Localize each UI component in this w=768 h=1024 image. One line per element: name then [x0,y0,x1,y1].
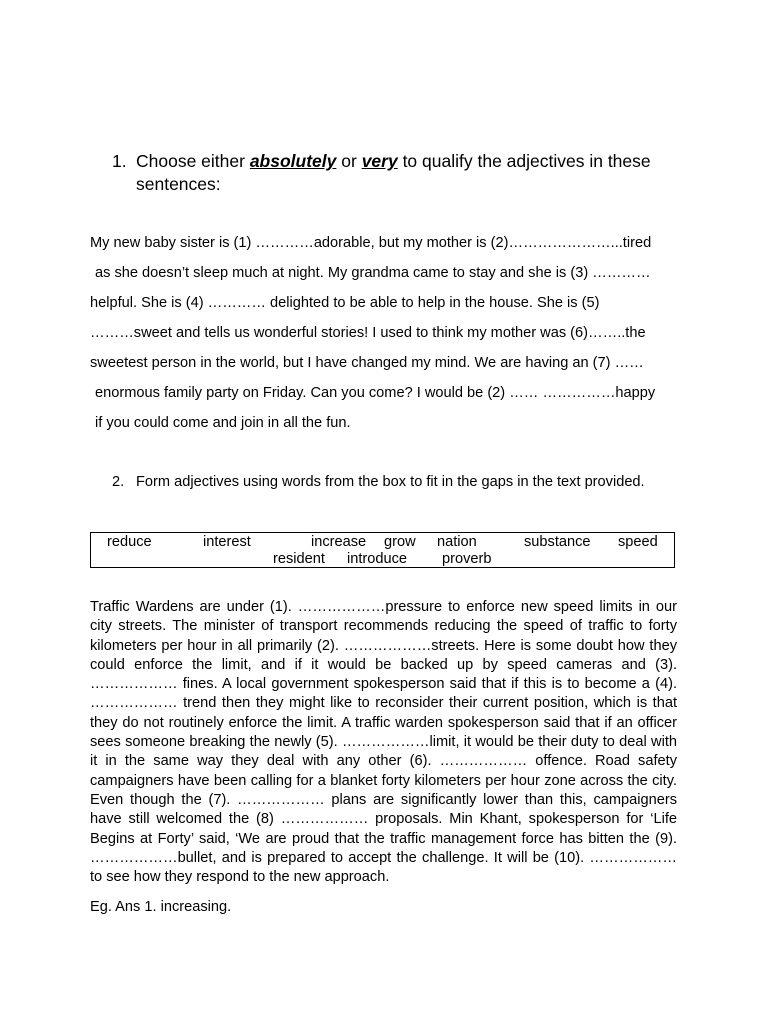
word-box-item: speed [618,534,658,550]
question-1 [112,150,672,196]
word-box-item: grow [384,534,416,550]
word-box-item: reduce [107,534,152,550]
example-answer: Eg. Ans 1. increasing. [90,899,232,915]
passage-1-line-1: My new baby sister is (1) …………adorable, but my mother is (2)…………………...tired [90,235,652,251]
keyword-absolutely: absolutely [249,151,337,171]
passage-1-line-4: ………sweet and tells us wonderful stories! I used to think my mother was (6)……..the [90,325,646,341]
passage-1-line-2: as she doesn’t sleep much at night. My grandma came to stay and she is (3) ………… [95,265,651,281]
question-2-number: 2. [112,474,125,490]
passage-1-line-3: helpful. She is (4) ………… delighted to be able to help in the house. She is (5) [90,295,600,311]
word-box-item: resident [273,551,325,567]
passage-1-line-7: if you could come and join in all the fun. [95,415,351,431]
question-1-text-after: to qualify the adjectives in these sentences: [136,151,651,194]
question-1-instruction [136,150,672,196]
keyword-very: very [361,151,398,171]
word-box-item: substance [524,534,591,550]
word-box-item: interest [203,534,251,550]
word-box-item: increase [311,534,367,550]
question-2-instruction: Form adjectives using words from the box to fit in the gaps in the text provided. [136,474,645,490]
passage-1-line-6: enormous family party on Friday. Can you come? I would be (2) …… ……………happy [95,385,656,401]
question-1-text-before: Choose either [136,151,250,171]
question-2 [112,473,712,491]
word-box-item: nation [437,534,477,550]
passage-2: Traffic Wardens are under (1). ………………pressure to enforce new speed limits in our city streets. The minister of transport recommends reducing the speed of traffic to forty kilometers per hour in all primarily (2). ………………streets. Here is some doubt how they could enforce the limit, and if it would be backed up by speed cameras and (3). ……………… fines. A local government spokesperson said that if this is to become a (4). ……………… trend then they might like to reconsider their current position, which is that they do not routinely enforce the limit. A traffic warden spokesperson said that if an officer sees someone breaking the newly (5). ………………limit, it would be their duty to deal with it in the same way they deal with any other (6). ……………… offence. Road safety campaigners have been calling for a blanket forty kilometers per hour zone across the city. Even though the (7). ……………… plans are significantly lower than this, campaigners have still welcomed the (8) ……………… proposals. Min Khant, spokesperson for ‘Life Begins at Forty’ said, ‘We are proud that the traffic management force has bitten the (9). ………………bullet, and is prepared to accept the challenge. It will be (10). ……………… to see how they respond to the new approach. [90,599,677,886]
word-box [90,532,675,568]
word-box-item: proverb [442,551,492,567]
question-1-number: 1. [112,151,127,171]
word-box-item: introduce [347,551,408,567]
question-1-text-middle: or [336,151,362,171]
passage-1-line-5: sweetest person in the world, but I have changed my mind. We are having an (7) …… [90,355,644,371]
